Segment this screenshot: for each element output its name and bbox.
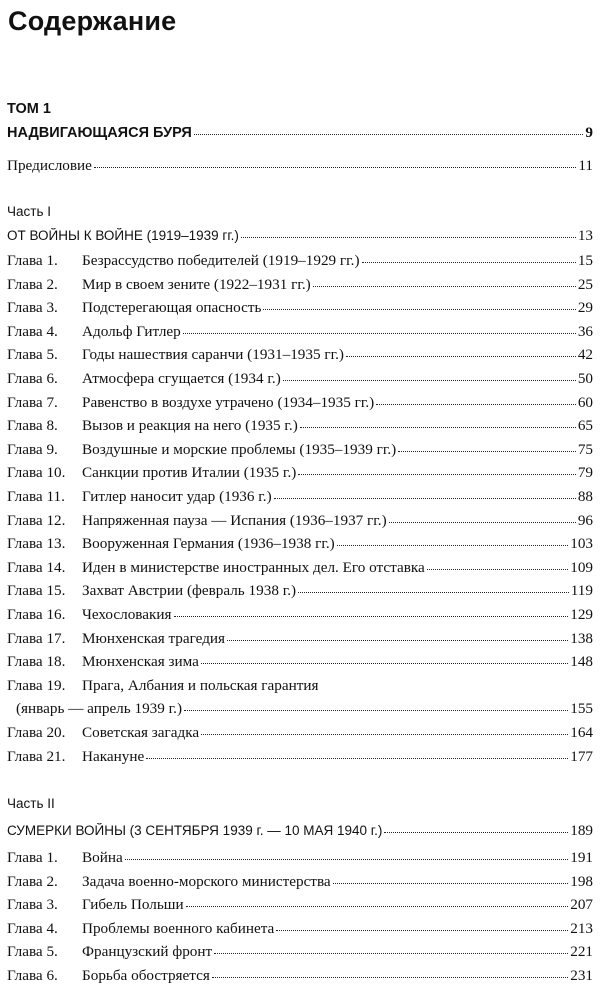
toc-entry[interactable] <box>7 724 593 742</box>
chapter-label: Глава 10. <box>7 464 66 482</box>
volume-title-row[interactable] <box>7 124 593 142</box>
page-number: 29 <box>577 299 593 317</box>
toc-entry[interactable] <box>7 252 593 270</box>
toc-entry[interactable] <box>7 653 593 671</box>
page-number: 177 <box>570 747 593 765</box>
page-number: 79 <box>577 464 593 482</box>
page-number: 42 <box>577 346 593 364</box>
toc-entry[interactable] <box>7 920 593 938</box>
toc-entry[interactable] <box>7 441 593 459</box>
toc-entry[interactable] <box>7 582 593 600</box>
chapter-title: Адольф Гитлер <box>82 322 181 340</box>
part-2-label-row <box>7 796 593 811</box>
leader-dots <box>384 831 568 833</box>
page-number: 155 <box>570 700 593 718</box>
toc-entry[interactable] <box>7 394 593 412</box>
toc-entry[interactable] <box>7 535 593 553</box>
leader-dots <box>227 639 568 641</box>
chapter-title: Прага, Албания и польская гарантия <box>82 676 319 694</box>
part-1-label: Часть I <box>7 204 51 219</box>
preface-row[interactable] <box>7 157 593 175</box>
page-number: 25 <box>577 275 593 293</box>
page-title: Содержание <box>8 6 177 36</box>
toc-entry-continuation[interactable] <box>7 700 593 718</box>
chapter-title: Война <box>82 849 123 866</box>
chapter-title: Мюнхенская трагедия <box>82 629 226 647</box>
leader-dots <box>94 166 576 168</box>
chapter-title: Иден в министерстве иностранных дел. Его отставка <box>82 558 425 576</box>
chapter-title: Чехословакия <box>82 606 172 623</box>
page-number: 103 <box>570 535 593 553</box>
page-number: 96 <box>577 511 593 529</box>
chapter-label: Глава 12. <box>7 511 66 529</box>
leader-dots <box>346 355 576 357</box>
page-number: 11 <box>578 157 593 174</box>
leader-dots <box>362 261 576 263</box>
toc-entry[interactable] <box>7 967 593 985</box>
leader-dots <box>283 379 576 381</box>
part-2-title: СУМЕРКИ ВОЙНЫ (3 СЕНТЯБРЯ 1939 г. — 10 МАЯ 1940 г.) <box>7 823 383 838</box>
leader-dots <box>337 544 568 546</box>
chapter-title: Накануне <box>82 747 145 765</box>
part-2-title-row[interactable] <box>7 822 593 840</box>
chapter-title: Французский фронт <box>82 943 213 961</box>
chapter-title: Атмосфера сгущается (1934 г.) <box>82 370 281 387</box>
leader-dots <box>333 882 569 884</box>
leader-dots <box>298 591 569 593</box>
page-number: 191 <box>570 849 593 866</box>
chapter-title: Санкции против Италии (1935 г.) <box>82 464 297 482</box>
chapter-label: Глава 6. <box>7 370 58 387</box>
leader-dots <box>389 521 576 523</box>
chapter-title: Мир в своем зените (1922–1931 гг.) <box>82 275 311 293</box>
toc-entry[interactable] <box>7 677 593 695</box>
toc-entry[interactable] <box>7 849 593 867</box>
page-number: 13 <box>577 227 593 244</box>
leader-dots <box>398 450 576 452</box>
toc-entry[interactable] <box>7 943 593 961</box>
page-number: 198 <box>570 872 593 890</box>
page-number: 213 <box>570 919 593 937</box>
leader-dots <box>201 733 568 735</box>
chapter-title: Безрассудство победителей (1919–1929 гг.) <box>82 252 360 269</box>
leader-dots <box>298 473 576 475</box>
toc-entry[interactable] <box>7 896 593 914</box>
chapter-title-continuation: (январь — апрель 1939 г.) <box>16 700 183 718</box>
chapter-label: Глава 7. <box>7 393 58 411</box>
chapter-label: Глава 17. <box>7 629 66 647</box>
chapter-title: Вооруженная Германия (1936–1938 гг.) <box>82 535 335 553</box>
chapter-label: Глава 1. <box>7 252 58 269</box>
chapter-title: Советская загадка <box>82 724 200 741</box>
part-2-label: Часть II <box>7 796 55 811</box>
page-number: 129 <box>570 606 593 623</box>
page-number: 221 <box>570 943 593 961</box>
chapter-title: Задача военно-морского министерства <box>82 872 331 890</box>
chapter-label: Глава 6. <box>7 967 58 984</box>
toc-entry[interactable] <box>7 299 593 317</box>
toc-entry[interactable] <box>7 873 593 891</box>
chapter-label: Глава 1. <box>7 849 58 866</box>
leader-dots <box>300 426 576 428</box>
chapter-title: Напряженная пауза — Испания (1936–1937 гг.) <box>82 511 387 529</box>
part-1-title-row[interactable] <box>7 227 593 245</box>
page-number: 207 <box>570 896 593 914</box>
page-number: 36 <box>577 322 593 340</box>
chapter-label: Глава 5. <box>7 346 58 364</box>
chapter-label: Глава 11. <box>7 488 65 505</box>
page-number: 164 <box>570 724 593 741</box>
toc-entry[interactable] <box>7 630 593 648</box>
leader-dots <box>214 952 568 954</box>
page-number: 231 <box>570 967 593 984</box>
part-1-title: ОТ ВОЙНЫ К ВОЙНЕ (1919–1939 гг.) <box>7 228 239 243</box>
chapter-title: Мюнхенская зима <box>82 653 199 671</box>
leader-dots <box>186 905 569 907</box>
chapter-title: Гитлер наносит удар (1936 г.) <box>82 488 272 505</box>
leader-dots <box>184 709 568 711</box>
toc-entry[interactable] <box>7 417 593 435</box>
page-number: 148 <box>570 653 593 671</box>
page-number: 189 <box>570 822 593 839</box>
page-number: 88 <box>577 488 593 505</box>
volume-title: НАДВИГАЮЩАЯСЯ БУРЯ <box>7 125 192 141</box>
chapter-title: Равенство в воздухе утрачено (1934–1935 гг.) <box>82 393 375 411</box>
toc-entry[interactable] <box>7 748 593 766</box>
page-number: 75 <box>577 440 593 458</box>
chapter-label: Глава 13. <box>7 535 66 553</box>
toc-entry[interactable] <box>7 370 593 388</box>
leader-dots <box>174 615 569 617</box>
chapter-title: Проблемы военного кабинета <box>82 919 275 937</box>
page-number: 65 <box>577 417 593 435</box>
chapter-title: Борьба обостряется <box>82 967 210 984</box>
part-1-label-row <box>7 204 593 219</box>
preface-title: Предисловие <box>7 157 92 174</box>
chapter-label: Глава 19. <box>7 676 66 694</box>
chapter-label: Глава 9. <box>7 440 58 458</box>
chapter-title: Годы нашествия саранчи (1931–1935 гг.) <box>82 346 344 364</box>
leader-dots <box>263 308 575 310</box>
chapter-label: Глава 4. <box>7 322 58 340</box>
chapter-label: Глава 14. <box>7 558 66 576</box>
leader-dots <box>376 403 576 405</box>
chapter-title: Воздушные и морские проблемы (1935–1939 гг.) <box>82 440 397 458</box>
leader-dots <box>274 497 576 499</box>
chapter-label: Глава 16. <box>7 606 66 623</box>
chapter-label: Глава 5. <box>7 943 58 961</box>
chapter-label: Глава 18. <box>7 653 66 671</box>
chapter-title: Захват Австрии (февраль 1938 г.) <box>82 582 297 600</box>
chapter-label: Глава 21. <box>7 747 66 765</box>
leader-dots <box>276 929 568 931</box>
volume-label-row <box>7 101 593 117</box>
chapter-label: Глава 4. <box>7 919 58 937</box>
chapter-title: Вызов и реакция на него (1935 г.) <box>82 417 298 435</box>
toc-entry[interactable] <box>7 276 593 294</box>
chapter-label: Глава 8. <box>7 417 58 435</box>
chapter-label: Глава 2. <box>7 872 58 890</box>
page-number: 119 <box>570 582 593 600</box>
page-number: 9 <box>585 124 593 141</box>
leader-dots <box>212 976 568 978</box>
toc-entry[interactable] <box>7 323 593 341</box>
toc-entry[interactable] <box>7 606 593 624</box>
toc-entry[interactable] <box>7 559 593 577</box>
leader-dots <box>427 568 568 570</box>
leader-dots <box>313 285 576 287</box>
chapter-title: Подстерегающая опасность <box>82 299 262 317</box>
chapter-label: Глава 20. <box>7 724 66 741</box>
leader-dots <box>201 662 568 664</box>
leader-dots <box>241 236 576 238</box>
chapter-label: Глава 15. <box>7 582 66 600</box>
page-number: 60 <box>577 393 593 411</box>
toc-entry[interactable] <box>7 464 593 482</box>
volume-label: ТОМ 1 <box>7 101 51 117</box>
page-number: 15 <box>577 252 593 269</box>
chapter-label: Глава 2. <box>7 275 58 293</box>
chapter-label: Глава 3. <box>7 896 58 914</box>
chapter-label: Глава 3. <box>7 299 58 317</box>
leader-dots <box>183 332 576 334</box>
leader-dots <box>125 858 568 860</box>
chapter-title: Гибель Польши <box>82 896 184 914</box>
toc-entry[interactable] <box>7 346 593 364</box>
toc-entry[interactable] <box>7 488 593 506</box>
page-number: 50 <box>577 370 593 387</box>
leader-dots <box>194 133 584 135</box>
page-number: 109 <box>570 558 593 576</box>
toc-entry[interactable] <box>7 512 593 530</box>
page-number: 138 <box>570 629 593 647</box>
leader-dots <box>146 757 568 759</box>
